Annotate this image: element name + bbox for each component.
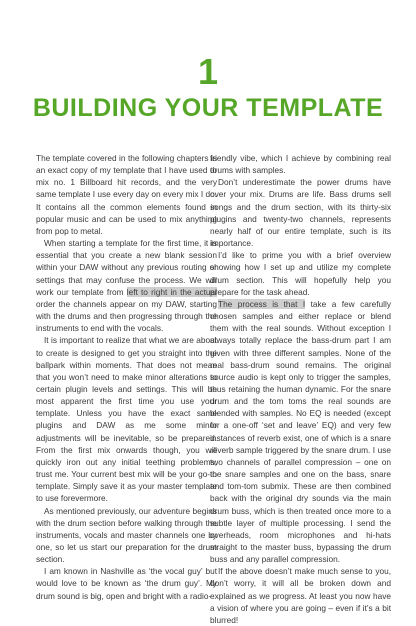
right-column xyxy=(210,152,391,626)
chapter-title: BUILDING YOUR TEMPLATE xyxy=(32,94,384,122)
paragraph: friendly vibe, which I achieve by combining real drums with samples. xyxy=(210,153,391,176)
highlighted-text[interactable]: The process is that I xyxy=(218,298,306,309)
paragraph: I am known in Nashville as ‘the vocal guy’ but would love to be known as ‘the drum guy’. My drum sound is big, open and bright with a radio- xyxy=(36,566,217,601)
paragraph-text: order the channels appear on my DAW, starting with the drums and then progressing through the instruments to end with the vocals. xyxy=(36,298,217,334)
paragraph: Don’t underestimate the power drums have over your mix. Drums are life. Bass drums sell songs and the drum section, with its thirty-six plugins and twenty-two channels, represents nearly half of our entire template, such is its importance. xyxy=(210,177,391,249)
paragraph: I’d like to prime you with a brief overview showing how I set up and utilize my complete drum section. This will hopefully help you prepare for the task ahead. xyxy=(210,250,391,297)
highlighted-text[interactable]: left to right in the actual xyxy=(126,286,217,297)
paragraph xyxy=(36,237,217,334)
left-column xyxy=(36,152,217,602)
paragraph: If the above doesn’t make much sense to you, don’t worry, it will all be broken down and explained as we progress. At least you now have a vision of where you are going – even if it’s a bit blurred! xyxy=(210,566,391,625)
paragraph: As mentioned previously, our adventure begins with the drum section before walking through the instruments, vocals and master channels one by one, so let us start our preparation for the drum section. xyxy=(36,505,217,565)
paragraph: It is important to realize that what we are about to create is designed to get you straight into the ballpark within moments. That does not mean that you won’t need to make minor alterations to certain plugin levels and settings. This will be most apparent the first time you use your template. Unless you have the exact same plugins and DAW as me some minor adjustments will be inevitable, so be prepared. From the first mix onwards though, you will quickly iron out any initial teething problems, trust me. Your current best mix will be your go-to template. Simply save it as your master template to use forevermore. xyxy=(36,335,217,504)
paragraph-text: take a few carefully chosen samples and either replace or blend them with the real sounds. Without exception I always totally replace the bass-drum part I am given with three different samples. None of the real bass-drum sound remains. The original source audio is kept only to trigger the samples, thus retaining the human dynamic. For the snare drum and the tom toms the real sounds are blended with samples. No EQ is needed (except for a one-off ‘set and leave’ EQ) and very few instances of reverb exist, one of which is a snare reverb sample triggered by the snare drum. I use two channels of parallel compression – one on the snare samples and one on the bass, snare and tom-tom submix. These are then combined back with the original dry sounds via the main drum buss, which is then treated once more to a subtle layer of multiple processing. I send the overheads, room microphones and hi-hats straight to the master buss, bypassing the drum buss and any parallel compression. xyxy=(210,298,391,565)
paragraph: The template covered in the following chapters is an exact copy of my template that I have used to mix no. 1 Billboard hit records, and the very same template I use every day on every mix I do. It contains all the common elements found in popular music and can be used to mix anything from pop to metal. xyxy=(36,153,217,236)
paragraph-text: When starting a template for the first time, it is essential that you create a new blank session within your DAW without any previous routing or settings that may confuse the process. We will work our template from xyxy=(36,238,217,297)
chapter-number: 1 xyxy=(197,51,219,92)
paragraph xyxy=(210,298,391,565)
